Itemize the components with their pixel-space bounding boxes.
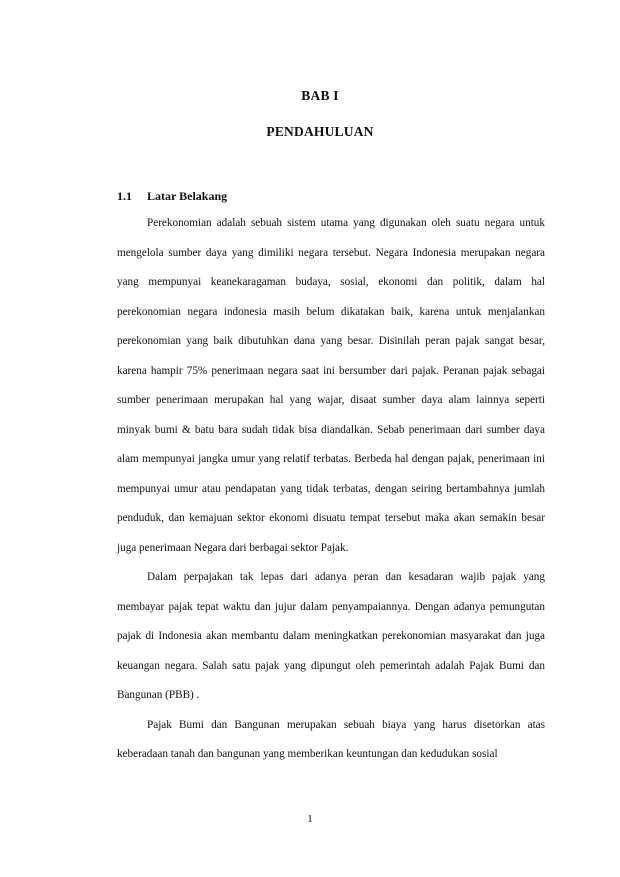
paragraph: Perekonomian adalah sebuah sistem utama yang digunakan oleh suatu negara untuk mengelola sumber daya yang dimiliki negara tersebut. Negara Indonesia merupakan negara yang mempunyai keanekaragaman budaya, sosial, ekonomi dan politik, dalam hal perekonomian negara indonesia masih belum dikatakan baik, karena untuk menjalankan perekonomian yang baik dibutuhkan dana yang besar. Disinilah peran pajak sangat besar, karena hampir 75% penerimaan negara saat ini bersumber dari pajak. Peranan pajak sebagai sumber penerimaan merupakan hal yang wajar, disaat sumber daya alam lainnya seperti minyak bumi & batu bara sudah tidak bisa diandalkan. Sebab penerimaan dari sumber daya alam mempunyai jangka umur yang relatif terbatas. Berbeda hal dengan pajak, penerimaan ini mempunyai umur atau pendapatan yang tidak terbatas, dengan seiring bertambahnya jumlah penduduk, dan kemajuan sektor ekonomi disuatu tempat tersebut maka akan semakin besar juga penerimaan Negara dari berbagai sektor Pajak.	[117, 217, 545, 554]
body-text	[117, 209, 545, 770]
chapter-title: PENDAHULUAN	[266, 124, 374, 139]
section-number: 1.1	[117, 189, 132, 203]
paragraph: Dalam perpajakan tak lepas dari adanya peran dan kesadaran wajib pajak yang membayar pajak tepat waktu dan jujur dalam penyampaiannya. Dengan adanya pemungutan pajak di Indonesia akan membantu dalam meningkatkan perekonomian masyarakat dan juga keuangan negara. Salah satu pajak yang dipungut oleh pemerintah adalah Pajak Bumi dan Bangunan (PBB) .	[117, 571, 545, 701]
section-heading	[117, 189, 227, 204]
chapter-number: BAB I	[301, 88, 339, 103]
paragraph: Pajak Bumi dan Bangunan merupakan sebuah biaya yang harus disetorkan atas keberadaan tanah dan bangunan yang memberikan keuntungan dan kedudukan sosial	[117, 718, 545, 760]
section-title: Latar Belakang	[147, 189, 228, 203]
page-number: 1	[307, 813, 313, 825]
